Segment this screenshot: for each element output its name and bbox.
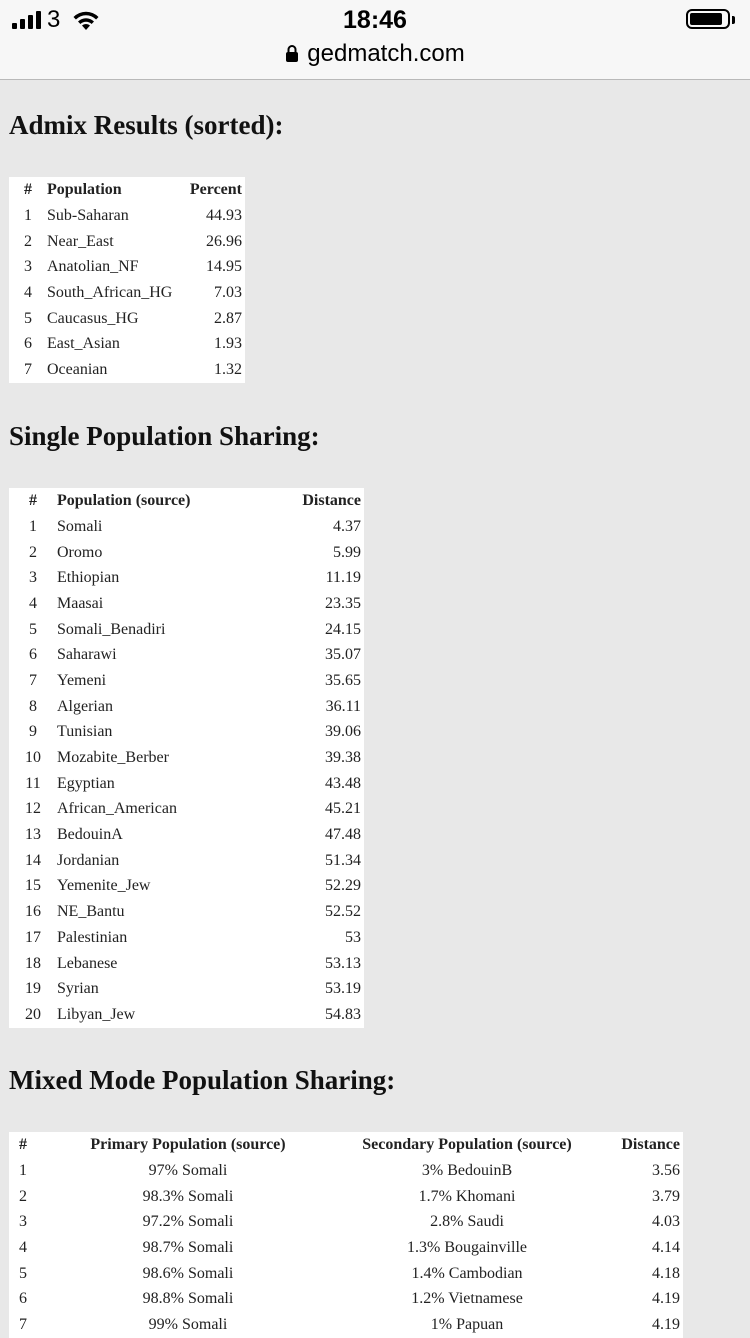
distance-cell: 53: [345, 928, 361, 946]
single-population-table: [9, 488, 364, 1028]
row-index: 5: [29, 620, 37, 638]
population-cell: Ethiopian: [57, 569, 120, 587]
row-index: 2: [29, 543, 37, 561]
row-index: 9: [29, 723, 37, 741]
population-cell: Palestinian: [57, 928, 128, 946]
admix-header-row: [9, 177, 245, 203]
status-time: 18:46: [343, 6, 407, 34]
distance-cell: 43.48: [325, 774, 361, 792]
row-index: 3: [24, 258, 32, 276]
population-cell: Jordanian: [57, 851, 120, 869]
table-row: [9, 514, 364, 540]
row-index: 6: [29, 646, 37, 664]
col-header-index: #: [29, 492, 37, 509]
row-index: 1: [29, 517, 37, 535]
secondary-population-cell: 1.2% Vietnamese: [411, 1290, 523, 1308]
mixed-mode-table: [9, 1132, 683, 1338]
table-row: [9, 951, 364, 977]
population-cell: Anatolian_NF: [47, 258, 139, 276]
percent-cell: 44.93: [206, 206, 242, 224]
table-row: [9, 1002, 364, 1028]
primary-population-cell: 98.8% Somali: [142, 1290, 234, 1308]
row-index: 7: [19, 1315, 27, 1333]
population-cell: Yemenite_Jew: [57, 877, 151, 895]
population-cell: Somali_Benadiri: [57, 620, 166, 638]
col-header-secondary-population: Secondary Population (source): [362, 1136, 572, 1153]
row-index: 4: [24, 283, 32, 301]
row-index: 20: [25, 1005, 41, 1023]
secondary-population-cell: 1.3% Bougainville: [407, 1238, 527, 1256]
battery-icon: [686, 9, 732, 31]
distance-cell: 35.65: [325, 671, 361, 689]
table-row: [9, 822, 364, 848]
table-row: [9, 1261, 683, 1287]
distance-cell: 5.99: [333, 543, 361, 561]
population-cell: BedouinA: [57, 826, 123, 844]
table-row: [9, 1235, 683, 1261]
population-cell: Tunisian: [57, 723, 113, 741]
percent-cell: 1.93: [214, 335, 242, 353]
secondary-population-cell: 1.4% Cambodian: [411, 1264, 523, 1282]
row-index: 18: [25, 954, 41, 972]
row-index: 6: [19, 1290, 27, 1308]
distance-cell: 54.83: [325, 1005, 361, 1023]
row-index: 11: [25, 774, 41, 792]
table-row: [9, 306, 245, 332]
population-cell: Maasai: [57, 594, 104, 612]
col-header-index: #: [24, 181, 32, 198]
table-row: [9, 1184, 683, 1210]
population-cell: Lebanese: [57, 954, 118, 972]
table-row: [9, 565, 364, 591]
row-index: 12: [25, 800, 41, 818]
primary-population-cell: 98.6% Somali: [142, 1264, 234, 1282]
primary-population-cell: 97% Somali: [148, 1161, 228, 1179]
col-header-distance: Distance: [621, 1136, 680, 1153]
table-row: [9, 331, 245, 357]
secondary-population-cell: 2.8% Saudi: [430, 1213, 504, 1231]
table-row: [9, 617, 364, 643]
col-header-primary-population: Primary Population (source): [90, 1136, 286, 1153]
single-header-row: [9, 488, 364, 514]
distance-cell: 35.07: [325, 646, 361, 664]
mixed-header-row: [9, 1132, 683, 1158]
row-index: 4: [29, 594, 37, 612]
row-index: 8: [29, 697, 37, 715]
population-cell: African_American: [57, 800, 177, 818]
distance-cell: 4.37: [333, 517, 361, 535]
population-cell: Oromo: [57, 543, 103, 561]
row-index: 15: [25, 877, 41, 895]
row-index: 3: [19, 1213, 27, 1231]
percent-cell: 26.96: [206, 232, 242, 250]
table-row: [9, 1158, 683, 1184]
col-header-population-source: Population (source): [57, 492, 191, 509]
population-cell: Sub-Saharan: [47, 206, 129, 224]
primary-population-cell: 97.2% Somali: [142, 1213, 234, 1231]
population-cell: Syrian: [57, 980, 99, 998]
population-cell: Algerian: [57, 697, 113, 715]
distance-cell: 39.06: [325, 723, 361, 741]
table-row: [9, 976, 364, 1002]
row-index: 10: [25, 749, 41, 767]
table-row: [9, 591, 364, 617]
secondary-population-cell: 3% BedouinB: [421, 1161, 513, 1179]
row-index: 19: [25, 980, 41, 998]
single-population-heading: Single Population Sharing:: [9, 421, 320, 451]
table-row: [9, 925, 364, 951]
distance-cell: 52.52: [325, 903, 361, 921]
row-index: 7: [24, 360, 32, 378]
population-cell: Yemeni: [57, 671, 107, 689]
distance-cell: 11.19: [325, 569, 361, 587]
row-index: 17: [25, 928, 41, 946]
table-row: [9, 874, 364, 900]
lock-icon: [285, 44, 299, 63]
table-row: [9, 668, 364, 694]
row-index: 13: [25, 826, 41, 844]
row-index: 2: [19, 1187, 27, 1205]
table-row: [9, 797, 364, 823]
address-bar[interactable]: [0, 40, 750, 68]
percent-cell: 1.32: [214, 360, 242, 378]
admix-table: [9, 177, 245, 383]
row-index: 2: [24, 232, 32, 250]
population-cell: NE_Bantu: [57, 903, 125, 921]
row-index: 7: [29, 671, 37, 689]
percent-cell: 2.87: [214, 309, 242, 327]
distance-cell: 4.03: [652, 1213, 680, 1231]
table-row: [9, 229, 245, 255]
secondary-population-cell: 1.7% Khomani: [418, 1187, 516, 1205]
row-index: 5: [24, 309, 32, 327]
population-cell: Somali: [57, 517, 103, 535]
population-cell: South_African_HG: [47, 283, 173, 301]
distance-cell: 53.19: [325, 980, 361, 998]
table-row: [9, 771, 364, 797]
table-row: [9, 642, 364, 668]
distance-cell: 51.34: [325, 851, 361, 869]
table-row: [9, 720, 364, 746]
distance-cell: 3.56: [652, 1161, 680, 1179]
col-header-population: Population: [47, 181, 122, 198]
row-index: 1: [19, 1161, 27, 1179]
table-row: [9, 1209, 683, 1235]
carrier-name: 3: [47, 6, 61, 33]
distance-cell: 4.18: [652, 1264, 680, 1282]
distance-cell: 45.21: [325, 800, 361, 818]
row-index: 5: [19, 1264, 27, 1282]
url-text: gedmatch.com: [307, 40, 465, 67]
population-cell: Mozabite_Berber: [57, 749, 169, 767]
distance-cell: 23.35: [325, 594, 361, 612]
distance-cell: 24.15: [325, 620, 361, 638]
col-header-percent: Percent: [189, 181, 242, 198]
table-row: [9, 745, 364, 771]
row-index: 16: [25, 903, 41, 921]
col-header-distance: Distance: [302, 492, 361, 509]
percent-cell: 7.03: [214, 283, 242, 301]
table-row: [9, 203, 245, 229]
row-index: 1: [24, 206, 32, 224]
secondary-population-cell: 1% Papuan: [430, 1315, 504, 1333]
population-cell: Near_East: [47, 232, 114, 250]
table-row: [9, 540, 364, 566]
browser-top-bar: [0, 0, 750, 80]
distance-cell: 53.13: [325, 954, 361, 972]
distance-cell: 47.48: [325, 826, 361, 844]
mixed-mode-heading: Mixed Mode Population Sharing:: [9, 1065, 396, 1095]
table-row: [9, 280, 245, 306]
table-row: [9, 357, 245, 383]
distance-cell: 4.19: [652, 1290, 680, 1308]
table-row: [9, 848, 364, 874]
population-cell: Libyan_Jew: [57, 1005, 136, 1023]
population-cell: East_Asian: [47, 335, 120, 353]
row-index: 4: [19, 1238, 27, 1256]
distance-cell: 39.38: [325, 749, 361, 767]
primary-population-cell: 98.3% Somali: [142, 1187, 234, 1205]
population-cell: Saharawi: [57, 646, 117, 664]
population-cell: Caucasus_HG: [47, 309, 139, 327]
percent-cell: 14.95: [206, 258, 242, 276]
table-row: [9, 899, 364, 925]
table-row: [9, 1286, 683, 1312]
primary-population-cell: 98.7% Somali: [142, 1238, 234, 1256]
primary-population-cell: 99% Somali: [148, 1315, 228, 1333]
col-header-index: #: [19, 1136, 27, 1153]
table-row: [9, 254, 245, 280]
row-index: 3: [29, 569, 37, 587]
row-index: 6: [24, 335, 32, 353]
distance-cell: 36.11: [325, 697, 361, 715]
distance-cell: 4.14: [652, 1238, 680, 1256]
population-cell: Oceanian: [47, 360, 108, 378]
distance-cell: 3.79: [652, 1187, 680, 1205]
population-cell: Egyptian: [57, 774, 115, 792]
distance-cell: 52.29: [325, 877, 361, 895]
table-row: [9, 694, 364, 720]
admix-heading: Admix Results (sorted):: [9, 110, 284, 140]
distance-cell: 4.19: [652, 1315, 680, 1333]
row-index: 14: [25, 851, 41, 869]
